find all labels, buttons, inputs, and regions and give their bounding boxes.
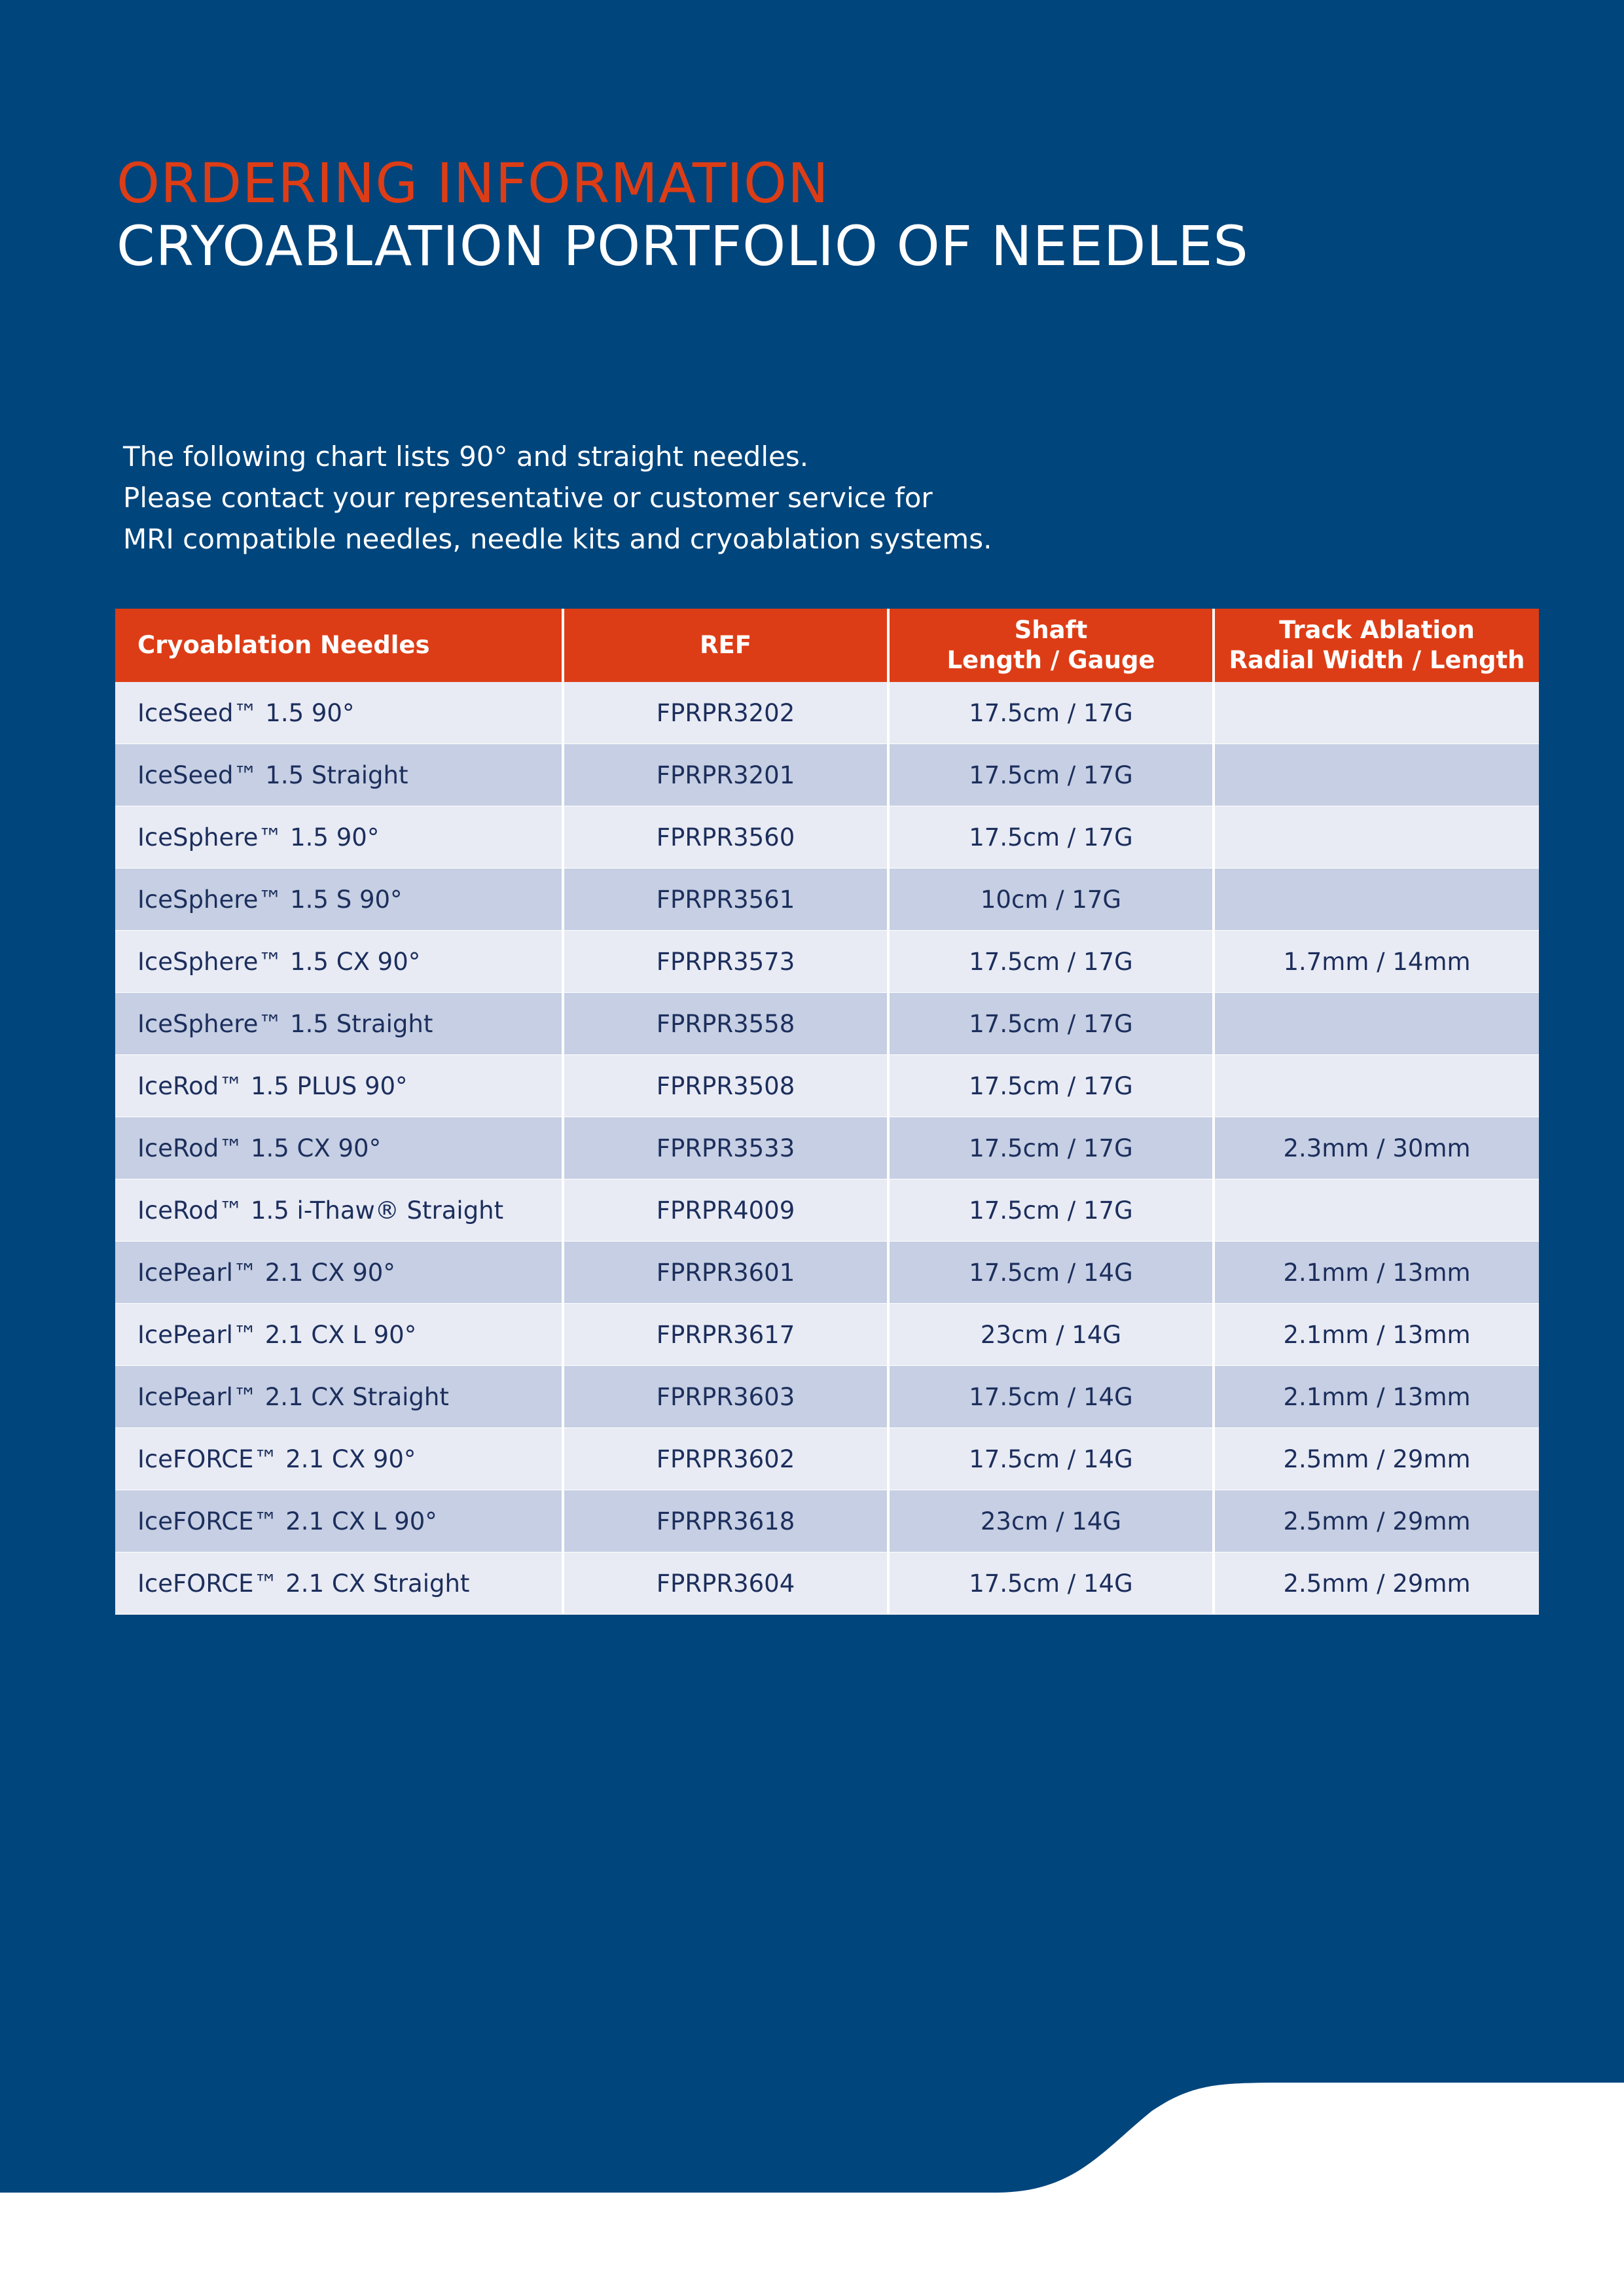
- header-ref: REF: [563, 609, 888, 682]
- shaft-cell: 17.5cm / 17G: [888, 744, 1214, 806]
- needle-name-cell: IcePearl™ 2.1 CX Straight: [115, 1366, 563, 1428]
- shaft-cell: 17.5cm / 14G: [888, 1428, 1214, 1490]
- needle-name-cell: IcePearl™ 2.1 CX 90°: [115, 1242, 563, 1304]
- needle-name-cell: IceFORCE™ 2.1 CX 90°: [115, 1428, 563, 1490]
- ref-cell: FPRPR3561: [563, 869, 888, 931]
- track-ablation-cell: 2.5mm / 29mm: [1214, 1490, 1539, 1552]
- intro-line: The following chart lists 90° and straight needles.: [123, 440, 809, 473]
- track-ablation-cell: 2.1mm / 13mm: [1214, 1242, 1539, 1304]
- table-row: [115, 806, 1539, 869]
- needle-name-cell: IceFORCE™ 2.1 CX L 90°: [115, 1490, 563, 1552]
- ref-cell: FPRPR3508: [563, 1055, 888, 1117]
- shaft-cell: 17.5cm / 17G: [888, 806, 1214, 869]
- table-row: [115, 744, 1539, 806]
- needles-table: [115, 609, 1539, 1615]
- header-cryoablation-needles: Cryoablation Needles: [115, 609, 563, 682]
- track-ablation-cell: [1214, 806, 1539, 869]
- shaft-cell: 17.5cm / 17G: [888, 1179, 1214, 1242]
- table-row: [115, 1117, 1539, 1179]
- needle-name-cell: IceSphere™ 1.5 Straight: [115, 993, 563, 1055]
- table-row: [115, 931, 1539, 993]
- table-row: [115, 1428, 1539, 1490]
- needle-name-cell: IceSphere™ 1.5 90°: [115, 806, 563, 869]
- track-ablation-cell: [1214, 744, 1539, 806]
- needle-name-cell: IceRod™ 1.5 i-Thaw® Straight: [115, 1179, 563, 1242]
- needle-name-cell: IceFORCE™ 2.1 CX Straight: [115, 1552, 563, 1615]
- header-shaft-line2: Length / Gauge: [947, 646, 1155, 674]
- ref-cell: FPRPR3202: [563, 682, 888, 744]
- table-row: [115, 1366, 1539, 1428]
- track-ablation-cell: 2.1mm / 13mm: [1214, 1304, 1539, 1366]
- table-row: [115, 1304, 1539, 1366]
- header-track-ablation: [1214, 609, 1539, 682]
- needle-name-cell: IcePearl™ 2.1 CX L 90°: [115, 1304, 563, 1366]
- shaft-cell: 23cm / 14G: [888, 1304, 1214, 1366]
- heading-ordering-information: ORDERING INFORMATION: [117, 151, 829, 215]
- track-ablation-cell: [1214, 869, 1539, 931]
- table-row: [115, 1552, 1539, 1615]
- track-ablation-cell: [1214, 682, 1539, 744]
- shaft-cell: 10cm / 17G: [888, 869, 1214, 931]
- ref-cell: FPRPR3602: [563, 1428, 888, 1490]
- shaft-cell: 17.5cm / 17G: [888, 931, 1214, 993]
- table-header-row: [115, 609, 1539, 682]
- ref-cell: FPRPR3603: [563, 1366, 888, 1428]
- shaft-cell: 17.5cm / 17G: [888, 1117, 1214, 1179]
- needle-name-cell: IceSphere™ 1.5 S 90°: [115, 869, 563, 931]
- header-track-line2: Radial Width / Length: [1229, 646, 1525, 674]
- track-ablation-cell: 1.7mm / 14mm: [1214, 931, 1539, 993]
- ref-cell: FPRPR4009: [563, 1179, 888, 1242]
- shaft-cell: 23cm / 14G: [888, 1490, 1214, 1552]
- ref-cell: FPRPR3618: [563, 1490, 888, 1552]
- table-row: [115, 682, 1539, 744]
- shaft-cell: 17.5cm / 14G: [888, 1552, 1214, 1615]
- table-row: [115, 1242, 1539, 1304]
- shaft-cell: 17.5cm / 17G: [888, 1055, 1214, 1117]
- ref-cell: FPRPR3558: [563, 993, 888, 1055]
- needle-name-cell: IceRod™ 1.5 CX 90°: [115, 1117, 563, 1179]
- ref-cell: FPRPR3533: [563, 1117, 888, 1179]
- header-shaft: [888, 609, 1214, 682]
- intro-line: Please contact your representative or customer service for: [123, 482, 933, 514]
- intro-line: MRI compatible needles, needle kits and cryoablation systems.: [123, 523, 992, 555]
- needle-name-cell: IceSeed™ 1.5 90°: [115, 682, 563, 744]
- ref-cell: FPRPR3560: [563, 806, 888, 869]
- shaft-cell: 17.5cm / 14G: [888, 1242, 1214, 1304]
- track-ablation-cell: [1214, 1055, 1539, 1117]
- table-row: [115, 869, 1539, 931]
- track-ablation-cell: 2.5mm / 29mm: [1214, 1552, 1539, 1615]
- table-row: [115, 993, 1539, 1055]
- track-ablation-cell: 2.1mm / 13mm: [1214, 1366, 1539, 1428]
- table-row: [115, 1490, 1539, 1552]
- track-ablation-cell: 2.3mm / 30mm: [1214, 1117, 1539, 1179]
- ref-cell: FPRPR3601: [563, 1242, 888, 1304]
- header-track-line1: Track Ablation: [1279, 616, 1475, 644]
- needle-name-cell: IceSeed™ 1.5 Straight: [115, 744, 563, 806]
- needle-name-cell: IceSphere™ 1.5 CX 90°: [115, 931, 563, 993]
- header-shaft-line1: Shaft: [1014, 616, 1088, 644]
- track-ablation-cell: [1214, 1179, 1539, 1242]
- track-ablation-cell: 2.5mm / 29mm: [1214, 1428, 1539, 1490]
- intro-paragraph: [123, 436, 992, 560]
- shaft-cell: 17.5cm / 17G: [888, 682, 1214, 744]
- heading-portfolio-title: CRYOABLATION PORTFOLIO OF NEEDLES: [117, 214, 1249, 278]
- needle-name-cell: IceRod™ 1.5 PLUS 90°: [115, 1055, 563, 1117]
- ref-cell: FPRPR3617: [563, 1304, 888, 1366]
- table-row: [115, 1055, 1539, 1117]
- ref-cell: FPRPR3604: [563, 1552, 888, 1615]
- ref-cell: FPRPR3573: [563, 931, 888, 993]
- ref-cell: FPRPR3201: [563, 744, 888, 806]
- table-row: [115, 1179, 1539, 1242]
- shaft-cell: 17.5cm / 14G: [888, 1366, 1214, 1428]
- shaft-cell: 17.5cm / 17G: [888, 993, 1214, 1055]
- track-ablation-cell: [1214, 993, 1539, 1055]
- page-heading: [117, 152, 1249, 278]
